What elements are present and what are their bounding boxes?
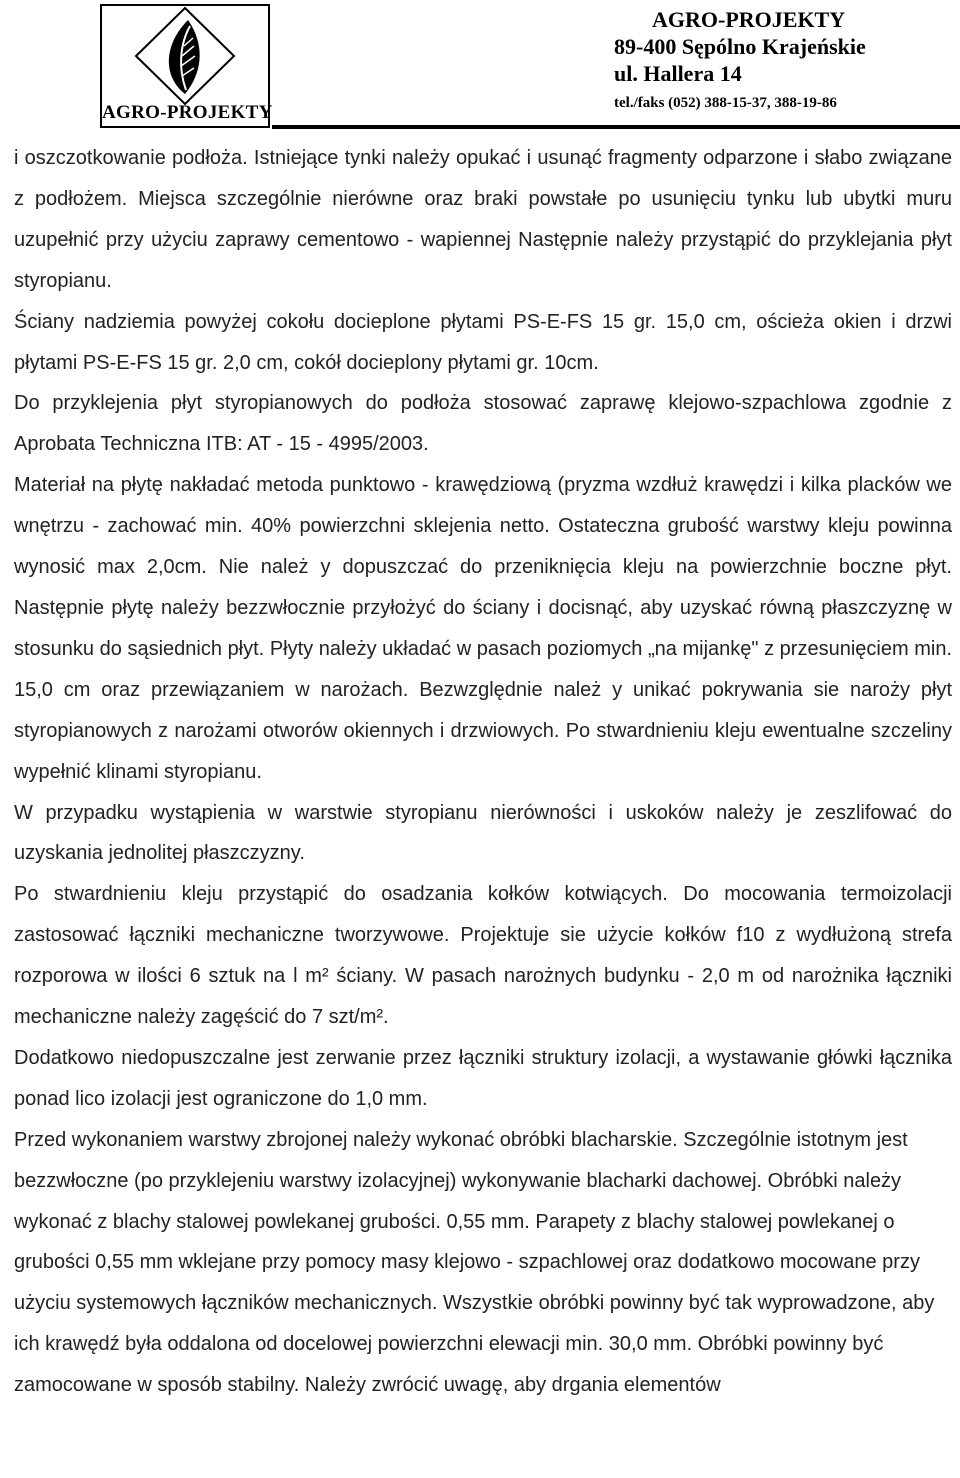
paragraph: Ściany nadziemia powyżej cokołu docieplone płytami PS-E-FS 15 gr. 15,0 cm, ościeża okien i drzwi płytami PS-E-FS 15 gr. 2,0 cm, cokół docieplony płytami gr. 10cm. bbox=[14, 310, 952, 374]
paragraph: Dodatkowo niedopuszczalne jest zerwanie przez łączniki struktury izolacji, a wystawanie główki łącznika ponad lico izolacji jest ograniczone do 1,0 mm. bbox=[14, 1046, 952, 1110]
paragraph: W przypadku wystąpienia w warstwie styropianu nierówności i uskoków należy je zeszlifować do uzyskania jednolitej płaszczyzny. bbox=[14, 801, 952, 865]
page-header bbox=[0, 0, 960, 131]
company-address-city: 89-400 Sępólno Krajeńskie bbox=[614, 34, 866, 59]
company-info bbox=[584, 6, 934, 119]
paragraph: Przed wykonaniem warstwy zbrojonej należy wykonać obróbki blacharskie. Szczególnie istotnym jest bezzwłoczne (po przyklejeniu warstwy izolacyjnej) wykonywanie blacharki dachowej. Obróbki należy wykonać z blachy stalowej powlekanej grubości. 0,55 mm. Parapety z blachy stalowej powlekanej o grubości 0,55 mm wklejane przy pomocy masy klejowo - szpachlowej oraz dodatkowo mocowane przy użyciu systemowych łączników mechanicznych. Wszystkie obróbki powinny być tak wyprowadzone, aby ich krawędź była oddalona od docelowej powierzchni elewacji min. 30,0 mm. Obróbki powinny być zamocowane w sposób stabilny. Należy zwrócić uwagę, aby drgania elementów bbox=[14, 1128, 935, 1397]
paragraph: Po stwardnieniu kleju przystąpić do osadzania kołków kotwiących. Do mocowania termoizolacji zastosować łączniki mechaniczne tworzywowe. Projektuje sie użycie kołków f10 z wydłużoną strefa rozporowa w ilości 6 sztuk na l m² ściany. W pasach narożnych budynku - 2,0 m od narożnika łączniki mechaniczne należy zagęścić do 7 szt/m². bbox=[14, 883, 952, 1029]
company-name: AGRO-PROJEKTY bbox=[652, 7, 846, 32]
company-address-street: ul. Hallera 14 bbox=[614, 61, 742, 86]
logo-text: AGRO-PROJEKTY bbox=[102, 102, 273, 123]
document-body bbox=[14, 138, 952, 1406]
paragraph: Materiał na płytę nakładać metoda punktowo - krawędziową (pryzma wzdłuż krawędzi i kilka placków we wnętrzu - zachować min. 40% powierzchni sklejenia netto. Ostateczna grubość warstwy kleju powinna wynosić max 2,0cm. Nie należ y dopuszczać do przeniknięcia kleju na powierzchnie boczne płyt. Następnie płytę należy bezzwłocznie przyłożyć do ściany i docisnąć, aby uzyskać równą płaszczyznę w stosunku do sąsiednich płyt. Płyty należy układać w pasach poziomych „na mijankę" z przesunięciem min. 15,0 cm oraz przewiązaniem w narożach. Bezwzględnie należ y unikać pokrywania sie naroży płyt styropianowych z narożami otworów okiennych i drzwiowych. Po stwardnieniu kleju ewentualne szczeliny wypełnić klinami styropianu. bbox=[14, 474, 952, 783]
header-rule bbox=[272, 125, 960, 129]
paragraph: Do przyklejenia płyt styropianowych do podłoża stosować zaprawę klejowo-szpachlowa zgodnie z Aprobata Techniczna ITB: AT - 15 - 4995/2003. bbox=[14, 392, 952, 456]
company-phone: tel./faks (052) 388-15-37, 388-19-86 bbox=[614, 95, 837, 111]
company-logo bbox=[100, 4, 273, 128]
paragraph: i oszczotkowanie podłoża. Istniejące tynki należy opukać i usunąć fragmenty odparzone i słabo związane z podłożem. Miejsca szczególnie nierówne oraz braki powstałe po usunięciu tynku lub ubytki muru uzupełnić przy użyciu zaprawy cementowo - wapiennej Następnie należy przystąpić do przyklejania płyt styropianu. bbox=[14, 147, 952, 292]
